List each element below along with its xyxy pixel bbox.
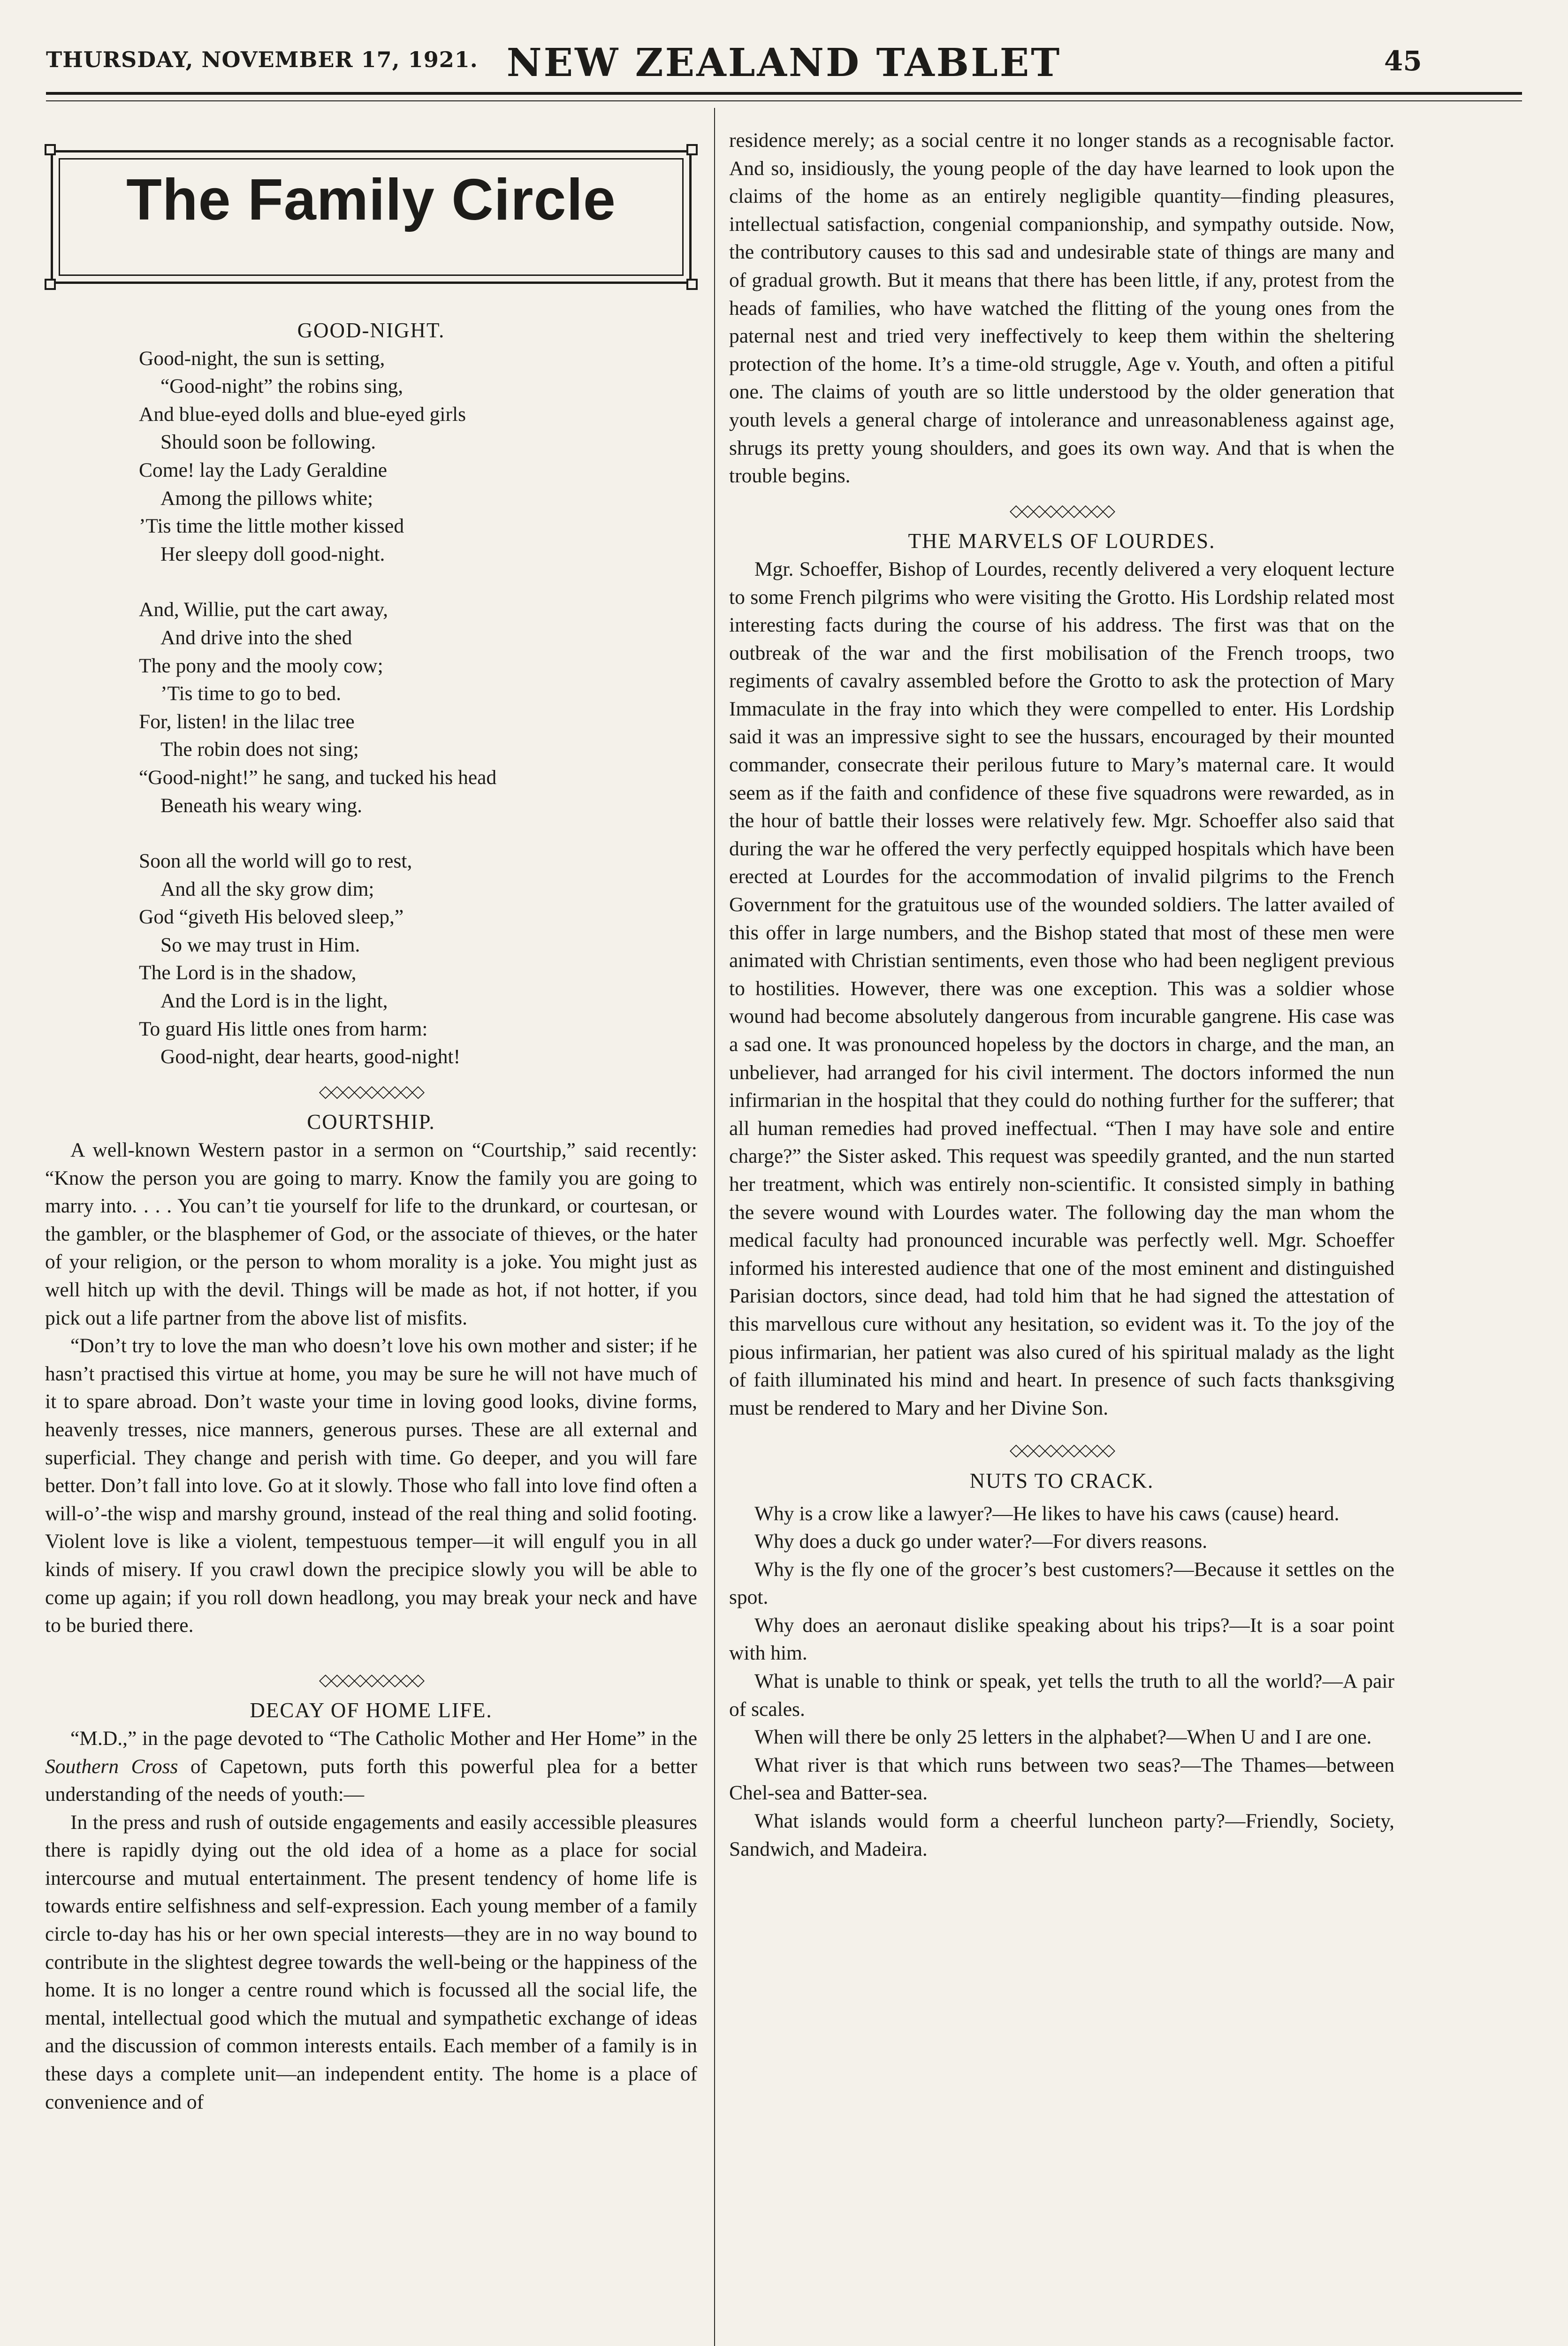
header-rule-thin — [46, 100, 1522, 101]
poem-line: Good-night, the sun is setting, — [139, 347, 385, 370]
riddle: What river is that which runs between two seas?—The Thames—between Chel-sea and Batter-sea. — [729, 1753, 1394, 1805]
courtship-paragraph: “Don’t try to love the man who doesn’t love his own mother and sister; if he hasn’t practised this virtue at home, you may be sure he will not have much of it to spare abroad. Don’t waste your time in loving good looks, divine forms, heavenly tresses, nice manners, generous purses. These are all external and superficial. They change and perish with time. Go deeper, and you will fare better. Don’t fall into love. Go at it slowly. Those who fall into love find often a will-o’-the wisp and marshy ground, instead of the real thing and solid footing. Violent love is like a violent, tempestuous temper—it will engulf you in all kinds of misery. If you crawl down the precipice slowly you will be able to come up again; if you roll down headlong, you may break your neck and have to be buried there. — [45, 1334, 697, 1637]
poem-line: And, Willie, put the cart away, — [139, 598, 388, 621]
masthead-title: NEW ZEALAND TABLET — [506, 40, 1062, 85]
poem-line: Among the pillows white; — [160, 487, 373, 510]
poem-line: God “giveth His beloved sleep,” — [139, 906, 404, 929]
poem-line: For, listen! in the lilac tree — [139, 710, 355, 733]
poem-line: “Good-night” the robins sing, — [160, 375, 403, 398]
riddle: Why is the fly one of the grocer’s best customers?—Because it settles on the spot. — [729, 1558, 1394, 1609]
corner-ornament — [686, 279, 698, 290]
riddle: What islands would form a cheerful luncheon party?—Friendly, Society, Sandwich, and Madeira. — [729, 1810, 1394, 1860]
section-ornament: ◇◇◇◇◇◇◇◇◇ — [319, 1082, 424, 1101]
poem-stanza — [139, 847, 697, 1071]
spacer — [45, 1640, 697, 1660]
section-title: The Family Circle — [126, 168, 616, 232]
right-column — [729, 127, 1394, 1863]
poem-stanza — [139, 596, 697, 820]
lourdes-heading: THE MARVELS OF LOURDES. — [908, 529, 1216, 553]
poem-line: The pony and the mooly cow; — [139, 654, 383, 677]
riddle: When will there be only 25 letters in the alphabet?—When U and I are one. — [754, 1726, 1372, 1749]
riddle: Why is a crow like a lawyer?—He likes to have his caws (cause) heard. — [754, 1502, 1340, 1525]
decay-heading: DECAY OF HOME LIFE. — [250, 1699, 493, 1722]
section-ornament: ◇◇◇◇◇◇◇◇◇ — [319, 1670, 424, 1689]
poem-line: Good-night, dear hearts, good-night! — [160, 1045, 461, 1068]
poem-line: Beneath his weary wing. — [160, 794, 363, 817]
poem-line: ’Tis time to go to bed. — [160, 682, 342, 705]
column-divider — [714, 108, 715, 2346]
decay-intro-text: “M.D.,” in the page devoted to “The Catholic Mother and Her Home” in the — [70, 1727, 697, 1750]
decay-paragraph: In the press and rush of outside engagements and easily accessible pleasures there is rapidly dying out the old idea of a home as a place for social intercourse and mutual entertainment. The present tendency of home life is towards entire selfishness and self-expression. Each young member of a family circle to-day has his or her own special interests—they are in no way bound to contribute in the slightest degree towards the well-being or the happiness of the home. It is no longer a centre round which is focussed all the social life, the mental, intellectual good which the mutual and sympathetic exchange of ideas and the discussion of common interests entails. Each member of a family is in these days a complete unit—an independent entity. The home is a place of convenience and of — [45, 1811, 697, 2113]
poem-line: ’Tis time the little mother kissed — [139, 515, 404, 538]
poem-line: So we may trust in Him. — [160, 933, 360, 956]
poem-line: And blue-eyed dolls and blue-eyed girls — [139, 403, 466, 426]
poem-line: To guard His little ones from harm: — [139, 1017, 428, 1040]
nuts-heading: NUTS TO CRACK. — [969, 1469, 1154, 1493]
poem-line: The Lord is in the shadow, — [139, 961, 357, 984]
riddle: What is unable to think or speak, yet tells the truth to all the world?—A pair of scales. — [729, 1670, 1394, 1721]
corner-ornament — [45, 144, 56, 155]
decay-paragraph-continued: residence merely; as a social centre it no longer stands as a recognisable factor. And so, insidiously, the young people of the day have learned to look upon the claims of the home as an entirely negligible quantity—finding pleasures, intellectual satisfaction, congenial companionship, and sympathy outside. Now, the contributory causes to this sad and undesirable state of things are many and of gradual growth. But it means that there has been little, if any, protest from the heads of families, who have watched the flitting of the young ones from the paternal nest and tried very ineffectively to keep them within the sheltering protection of the home. It’s a time-old struggle, Age v. Youth, and often a pitiful one. The claims of youth are so little understood by the older generation that youth levels a general charge of intolerance and unreasonableness against age, shrugs its pretty young shoulders, and goes its own way. And that is when the trouble begins. — [729, 129, 1394, 487]
poem-line: Her sleepy doll good-night. — [160, 542, 385, 565]
poem-line: “Good-night!” he sang, and tucked his head — [139, 766, 497, 789]
section-title-box — [51, 150, 692, 284]
goodnight-heading: GOOD-NIGHT. — [297, 319, 445, 342]
poem-line: Should soon be following. — [160, 431, 376, 454]
header-rule — [46, 92, 1522, 95]
page-number: 45 — [1384, 45, 1422, 77]
publication-name: Southern Cross — [45, 1755, 178, 1778]
section-ornament: ◇◇◇◇◇◇◇◇◇ — [1009, 501, 1114, 520]
poem-line: And the Lord is in the light, — [160, 990, 388, 1013]
left-column — [45, 113, 697, 2116]
riddle: Why does an aeronaut dislike speaking about his trips?—It is a soar point with him. — [729, 1614, 1394, 1665]
section-ornament: ◇◇◇◇◇◇◇◇◇ — [1009, 1440, 1114, 1460]
riddle: Why does a duck go under water?—For divers reasons. — [754, 1530, 1208, 1553]
poem-line: Come! lay the Lady Geraldine — [139, 458, 388, 481]
decay-intro-text: of Capetown, puts forth this powerful plea for a better understanding of the needs of youth:— — [45, 1755, 697, 1806]
goodnight-poem — [45, 345, 697, 1071]
decay-intro — [45, 1725, 697, 1809]
corner-ornament — [45, 279, 56, 290]
poem-line: And drive into the shed — [160, 626, 352, 649]
poem-stanza — [139, 345, 697, 569]
poem-line: And all the sky grow dim; — [160, 877, 374, 900]
courtship-paragraph: A well-known Western pastor in a sermon on “Courtship,” said recently: “Know the person you are going to marry. Know the family you are going to marry into. . . . You can’t tie yourself for life to the drunkard, or courtesan, or the gambler, or the blasphemer of God, or the associate of thieves, or the hater of your religion, or the person to whom morality is a joke. You might just as well hitch up with the devil. Things will be made as hot, if not hotter, if you pick out a life partner from the above list of misfits. — [45, 1139, 697, 1329]
courtship-heading: COURTSHIP. — [307, 1110, 435, 1134]
issue-date: THURSDAY, NOVEMBER 17, 1921. — [46, 47, 478, 72]
corner-ornament — [686, 144, 698, 155]
poem-line: The robin does not sing; — [160, 738, 359, 761]
lourdes-paragraph: Mgr. Schoeffer, Bishop of Lourdes, recently delivered a very eloquent lecture to some French pilgrims who were visiting the Grotto. His Lordship related most interesting facts during the course of his address. The first was that on the outbreak of the war and the first mobilisation of the French troops, two regiments of cavalry assembled before the Grotto to ask the protection of Mary Immaculate in the fray into which they were compelled to enter. His Lordship said it was an impressive sight to see the hussars, encouraged by their mounted commander, consecrate their perilous future to Mary’s maternal care. It would seem as if the faith and confidence of these five squadrons were rewarded, as in the hour of battle their losses were relatively few. Mgr. Schoeffer also said that during the war he offered the very perfectly equipped hospitals which have been erected at Lourdes for the accommodation of invalid pilgrims to the French Government for the gratuitous use of the wounded soldiers. The latter availed of this offer in large numbers, and the Bishop stated that most of these men were animated with Christian sentiments, even those who had been negligent previous to hostilities. However, there was one exception. This was a soldier whose wound had become absolutely dangerous from incurable gangrene. His case was a sad one. It was pronounced hopeless by the doctors in charge, and the man, an unbeliever, had arranged for his civil interment. The doctors informed the nun infirmarian in the hospital that they could do nothing further for the sufferer; that all human remedies had proved ineffectual. “Then I may have sole and entire charge?” the Sister asked. This request was speedily granted, and the nun started her treatment, which was entirely non-scientific. It consisted simply in bathing the severe wound with Lourdes water. The following day the man whom the medical faculty had pronounced incurable was perfectly well. Mgr. Schoeffer informed his interested audience that one of the most eminent and distinguished Parisian doctors, since dead, had told him that he had signed the attestation of this marvellous cure without any hesitation, so evident was it. To the joy of the pious infirmarian, her patient was also cured of his spiritual malady as the light of faith illuminated his mind and heart. In presence of such facts thanksgiving must be rendered to Mary and her Divine Son. — [729, 557, 1394, 1419]
poem-line: Soon all the world will go to rest, — [139, 850, 412, 873]
